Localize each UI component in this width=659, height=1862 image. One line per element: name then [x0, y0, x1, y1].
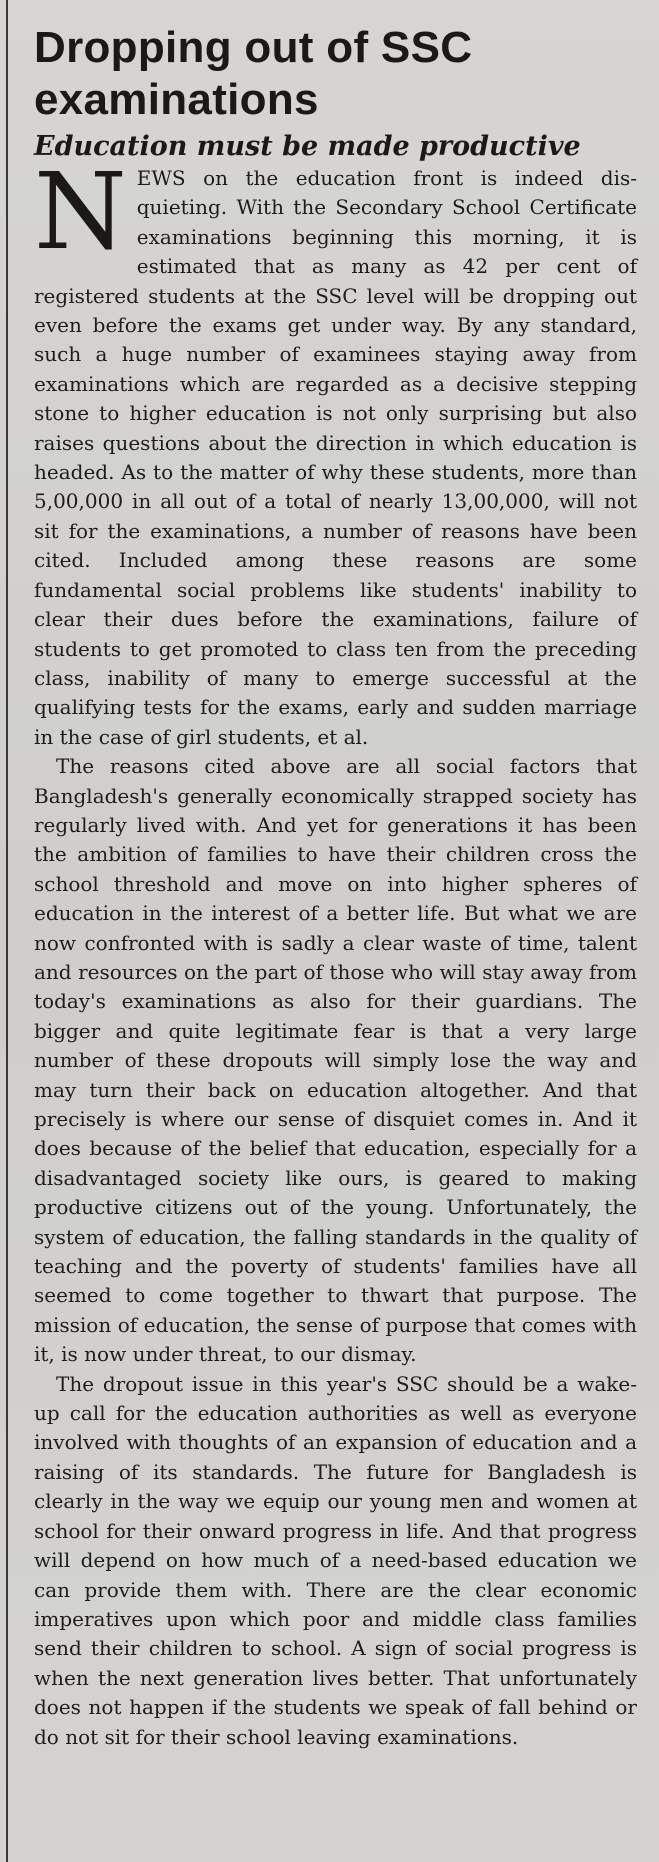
drop-cap: N	[34, 150, 127, 273]
paragraph-1	[34, 150, 637, 752]
paragraph-2: The reasons cited above are all social factors that Bangladesh's generally economically strapped society has regularly lived with. And yet for generations it has been the ambition of families to have their children cross the school threshold and move on into higher spheres of education in the interest of a better life. But what we are now confronted with is sadly a clear waste of time, talent and resources on the part of those who will stay away from today's examinations as also for their guardians. The bigger and quite legitimate fear is that a very large number of these dropouts will simply lose the way and may turn their back on education altogether. And that precisely is where our sense of disquiet comes in. And it does because of the belief that education, especially for a disadvantaged society like ours, is geared to making productive citizens out of the young. Unfortunately, the system of education, the falling standards in the quality of teaching and the poverty of students' families have all seemed to come together to thwart that purpose. The mission of education, the sense of purpose that comes with it, is now under threat, to our dismay.	[34, 754, 637, 1367]
headline: Dropping out of SSC examinations	[34, 23, 473, 124]
article-body	[34, 150, 637, 1752]
column-rule	[6, 0, 8, 1862]
paragraph-3: The dropout issue in this year's SSC should be a wake-up call for the education authorities as well as everyone involved with thoughts of an expansion of education and a raising of its standards. The future for Bangladesh is clearly in the way we equip our young men and women at school for their onward progress in life. And that progress will depend on how much of a need-based education we can provide them with. There are the clear economic imperatives upon which poor and middle class families send their children to school. A sign of social progress is when the next generation lives better. That unfortunately does not happen if the students we speak of fall behind or do not sit for their school leaving examinations.	[34, 1371, 637, 1749]
subheadline: Education must be made productive	[34, 131, 581, 162]
paragraph-1-text: EWS on the education front is indeed disquieting. With the Secondary School Certificate examinations beginning this morning, it is estimated that as many as 42 per cent of registered students at the SSC level will be dropping out even before the exams get under way. By any standard, such a huge number of examinees staying away from examinations which are regarded as a decisive stepping stone to higher education is not only surprising but also raises questions about the direction in which education is headed. As to the matter of why these students, more than 5,00,000 in all out of a total of nearly 13,00,000, will not sit for the examinations, a number of reasons have been cited. Included among these reasons are some fundamental social problems like students' inability to clear their dues before the examinations, failure of students to get promoted to class ten from the preceding class, inability of many to emerge successful at the qualifying tests for the exams, early and sudden marriage in the case of girl students, et al.	[34, 166, 637, 749]
